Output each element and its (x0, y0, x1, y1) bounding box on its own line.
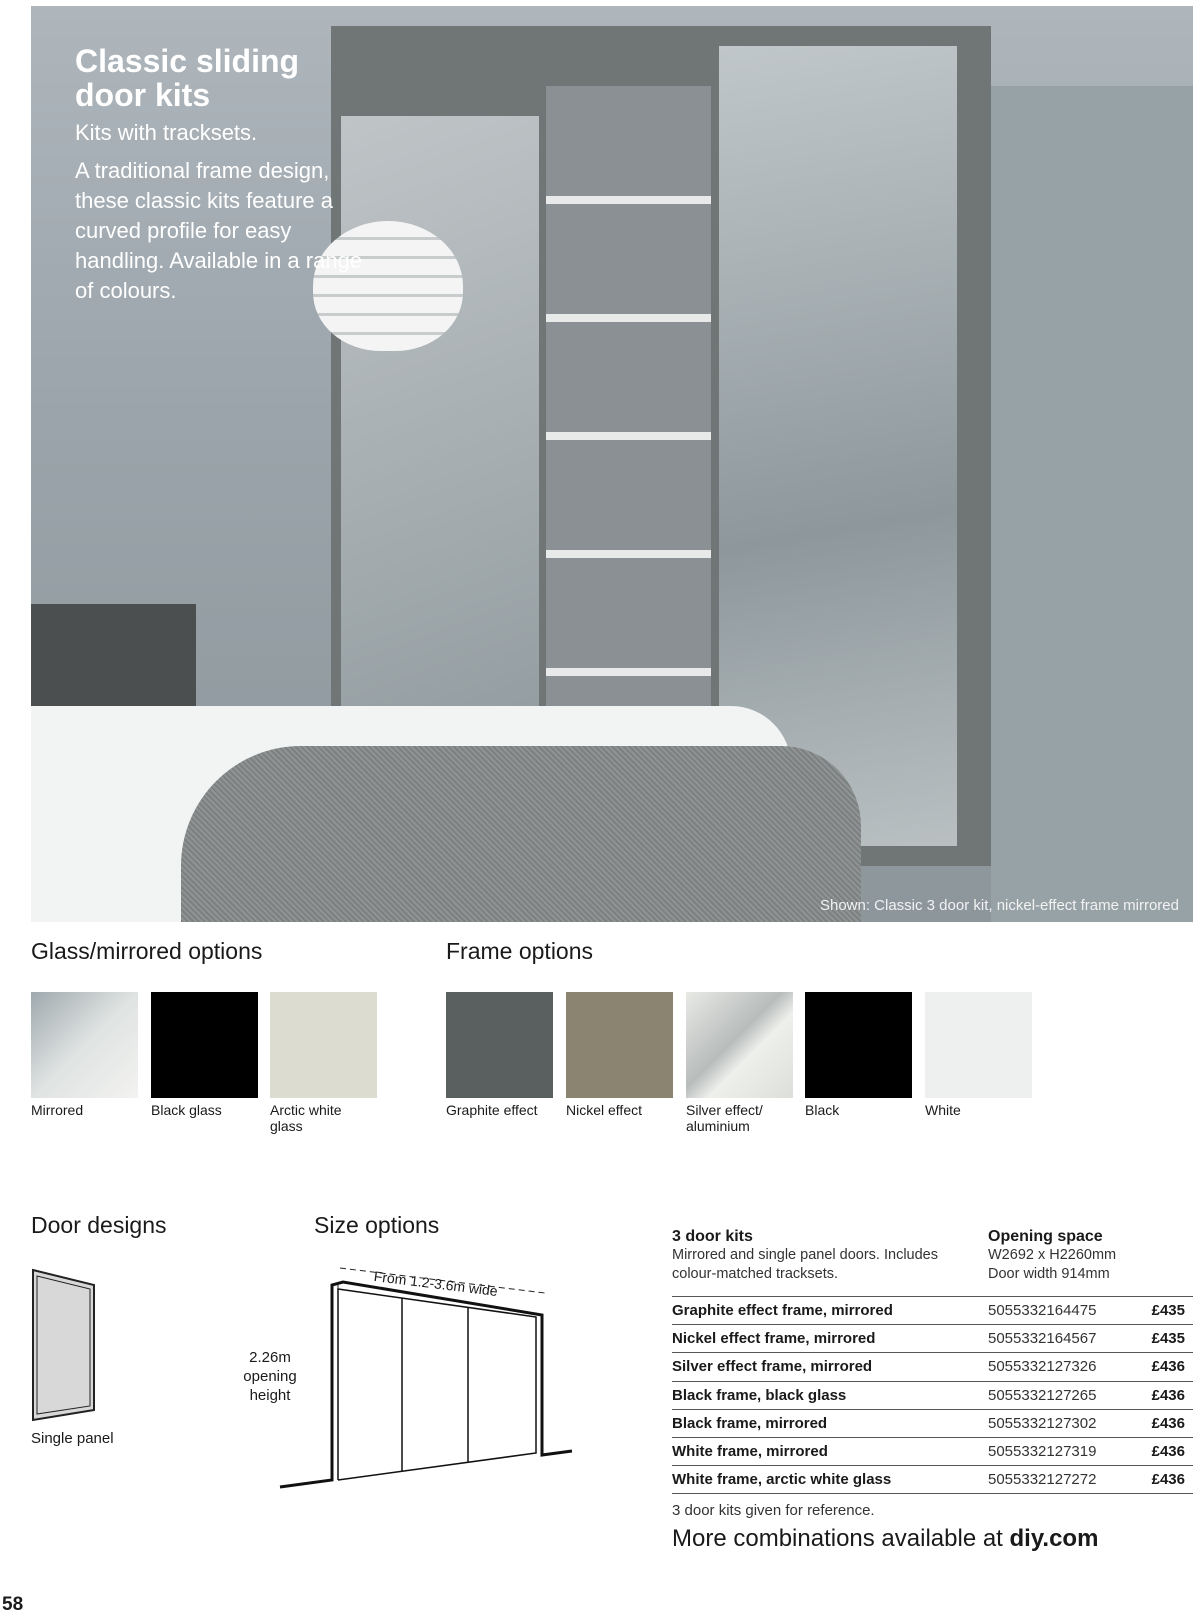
table-row (672, 1352, 1193, 1380)
product-name: Silver effect frame, mirrored (672, 1358, 873, 1376)
table-row (672, 1437, 1193, 1465)
more-prefix: More combinations available at (672, 1525, 1010, 1553)
product-name: Graphite effect frame, mirrored (672, 1302, 893, 1320)
table-row (672, 1409, 1193, 1437)
bed-throw (181, 746, 861, 922)
swatch-label: Mirrored (31, 1102, 84, 1118)
product-code: 5055332127319 (988, 1443, 1097, 1461)
size-options-heading: Size options (314, 1212, 440, 1238)
product-code: 5055332127265 (988, 1386, 1097, 1404)
product-code: 5055332164475 (988, 1302, 1097, 1320)
table-row (672, 1381, 1193, 1409)
swatch-black (805, 992, 912, 1098)
swatch-white (925, 992, 1032, 1098)
table-row (672, 1465, 1193, 1493)
width-label: From 1.2-3.6m wide (373, 1268, 499, 1300)
product-name: Black frame, mirrored (672, 1414, 828, 1432)
page-number: 58 (2, 1594, 24, 1615)
product-code: 5055332127326 (988, 1358, 1097, 1376)
kits-table (672, 1226, 1193, 1553)
product-price: £435 (1151, 1302, 1185, 1320)
frame-heading: Frame options (446, 938, 594, 964)
height-label: 2.26m opening height (243, 1349, 297, 1404)
product-price: £436 (1151, 1414, 1185, 1432)
product-code: 5055332127272 (988, 1471, 1097, 1489)
table-row (672, 1296, 1193, 1324)
glass-heading: Glass/mirrored options (31, 938, 263, 964)
wall-right (991, 86, 1193, 922)
hero-body: A traditional frame design, these classic kits feature a curved profile for easy handling. Available in a range of colours. (75, 158, 363, 303)
kits-desc: Mirrored and single panel doors. Includes colour-matched tracksets. (672, 1247, 938, 1282)
hero-title: Classic sliding door kits (75, 43, 300, 113)
hero-photo (31, 6, 1193, 922)
table-row (672, 1324, 1193, 1352)
opening-dims: W2692 x H2260mm (988, 1247, 1117, 1263)
single-panel-label: Single panel (31, 1430, 114, 1447)
single-panel-icon (28, 1265, 100, 1425)
diy-link[interactable]: diy.com (1009, 1525, 1099, 1553)
swatch-label: Graphite effect (446, 1102, 538, 1118)
product-code: 5055332164567 (988, 1330, 1097, 1348)
product-price: £436 (1151, 1443, 1185, 1461)
wardrobe-shelves (546, 86, 711, 736)
product-name: White frame, mirrored (672, 1443, 828, 1461)
size-diagram (270, 1255, 590, 1505)
kits-title: 3 door kits (672, 1228, 753, 1245)
more-combinations (672, 1525, 1193, 1553)
product-price: £436 (1151, 1471, 1185, 1489)
swatch-label: White (925, 1102, 961, 1118)
product-price: £435 (1151, 1330, 1185, 1348)
swatch-label: Nickel effect (566, 1102, 642, 1118)
kits-note: 3 door kits given for reference. (672, 1502, 875, 1520)
door-designs-heading: Door designs (31, 1212, 167, 1238)
swatch-label: Silver effect/ aluminium (686, 1102, 763, 1134)
door-width: Door width 914mm (988, 1266, 1110, 1282)
product-code: 5055332127302 (988, 1414, 1097, 1432)
swatch-arctic-white-glass (270, 992, 377, 1098)
product-name: Black frame, black glass (672, 1386, 847, 1404)
swatch-label: Arctic white glass (270, 1102, 342, 1134)
product-price: £436 (1151, 1358, 1185, 1376)
swatch-graphite (446, 992, 553, 1098)
swatch-label: Black glass (151, 1102, 222, 1118)
kits-header (672, 1226, 1193, 1296)
swatch-silver (686, 992, 793, 1098)
photo-caption: Shown: Classic 3 door kit, nickel-effect frame mirrored (819, 897, 1179, 914)
product-name: White frame, arctic white glass (672, 1471, 892, 1489)
opening-title: Opening space (988, 1228, 1103, 1245)
product-name: Nickel effect frame, mirrored (672, 1330, 876, 1348)
product-price: £436 (1151, 1386, 1185, 1404)
hero-subtitle: Kits with tracksets. (75, 120, 258, 145)
swatch-black-glass (151, 992, 258, 1098)
swatch-label: Black (805, 1102, 840, 1118)
swatch-nickel (566, 992, 673, 1098)
swatch-mirrored (31, 992, 138, 1098)
